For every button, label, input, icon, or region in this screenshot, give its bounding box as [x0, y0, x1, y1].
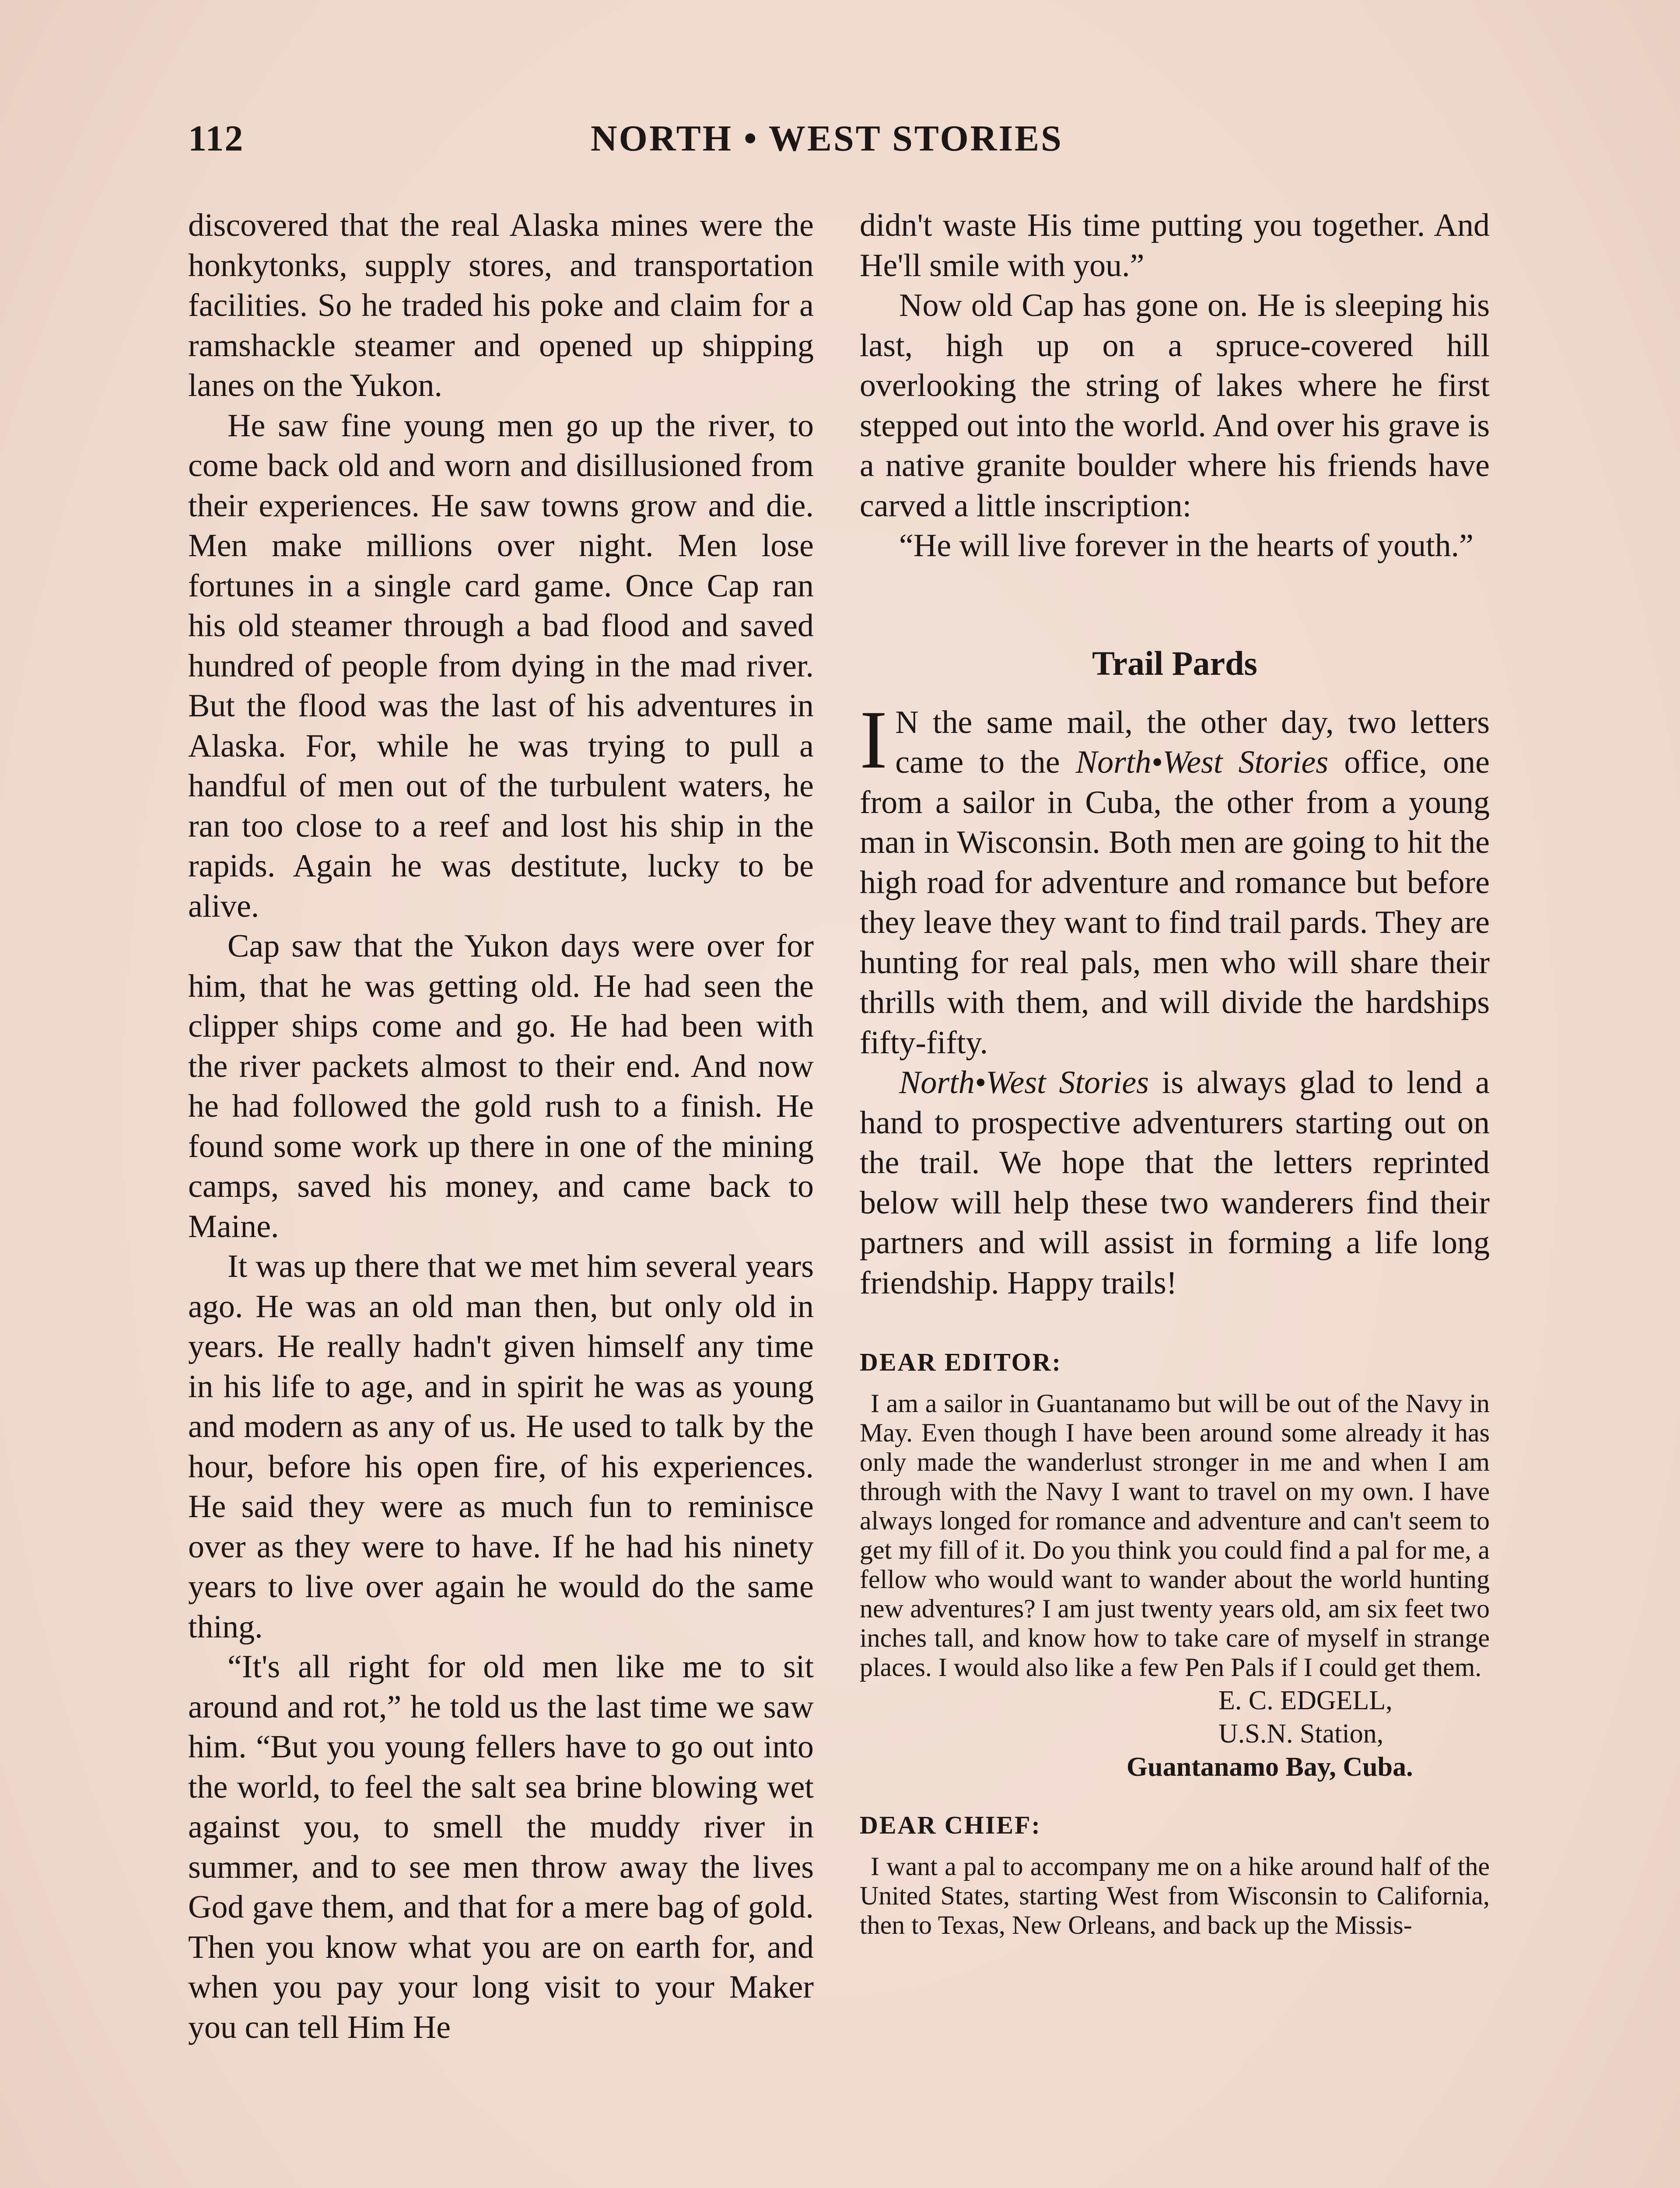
letter-body: I am a sailor in Guantanamo but will be out of the Navy in May. Even though I have been around some already it has only made the wanderlust stronger in me and when I am through with the Navy I want to travel on my own. I have always longed for romance and adventure and can't seem to get my fill of it. Do you think you could find a pal for me, a fellow who would want to wander about the world hunting new adventures? I am just twenty years old, am six feet two inches tall, and know how to take care of myself in strange places. I would also like a few Pen Pals if I could get them.	[860, 1389, 1490, 1682]
letter-body: I want a pal to accompany me on a hike around half of the United States, starting West from Wisconsin to California, then to Texas, New Orleans, and back up the Missis-	[860, 1852, 1490, 1939]
intro-text-end: office, one from a sailor in Cuba, the other from a young man in Wisconsin. Both men are going to hit the high road for adventure and romance but before they leave they want to find trail pards. They are hunting for real pals, men who will share their thrills with them, and will divide the hardships fifty-fifty.	[860, 744, 1490, 1061]
letter-salutation: DEAR CHIEF:	[860, 1811, 1041, 1839]
signature-address-line: U.S.N. Station,	[1218, 1719, 1384, 1749]
signature-name: E. C. EDGELL,	[1218, 1686, 1393, 1715]
paragraph: It was up there that we met him several years ago. He was an old man then, but only old in years. He really hadn't given himself any time in his life to age, and in spirit he was as young and modern as any of us. He used to talk by the hour, before his open fire, of his experiences. He said they were as much fun to reminisce over as they were to have. If he had his ninety years to live over again he would do the same thing.	[188, 1248, 814, 1645]
paragraph: “He will live forever in the hearts of youth.”	[899, 528, 1474, 564]
section-title: Trail Pards	[1092, 644, 1257, 682]
right-column	[860, 206, 1490, 1940]
paragraph: “It's all right for old men like me to sit around and rot,” he told us the last time we saw him. “But you young fellers have to go out into the world, to feel the salt sea brine blowing wet against you, to smell the muddy river in summer, and to see men throw away the lives God gave them, and that for a mere bag of gold. Then you know what you are on earth for, and when you pay your long visit to your Maker you can tell Him He	[188, 1649, 814, 2045]
page-number: 112	[188, 118, 244, 159]
paragraph-text: is always glad to lend a hand to prospective adventurers starting out on the trail. We hope that the letters reprinted below will help these two wanderers find their partners and will assist in forming a life long friendship. Happy trails!	[860, 1065, 1490, 1301]
paragraph	[860, 1063, 1490, 1303]
intro-text-start: N the same mail, the other day, two letters came to the	[895, 704, 1490, 780]
page-header	[188, 117, 1505, 170]
magazine-name-italic: North•West Stories	[1075, 744, 1329, 780]
paragraph: Now old Cap has gone on. He is sleeping his last, high up on a spruce-covered hill overlooking the string of lakes where he first stepped out into the world. And over his grave is a native granite boulder where his friends have carved a little inscription:	[860, 288, 1490, 524]
left-column	[188, 206, 814, 2048]
signature-address-line: Guantanamo Bay, Cuba.	[1127, 1752, 1413, 1782]
intro-paragraph	[860, 694, 1490, 1063]
magazine-name-italic: North•West Stories	[899, 1065, 1149, 1101]
paragraph: discovered that the real Alaska mines were the honkytonks, supply stores, and transportation facilities. So he traded his poke and claim for a ramshackle steamer and opened up shipping lanes on the Yukon.	[188, 207, 814, 403]
drop-cap: I	[860, 694, 888, 786]
magazine-title: NORTH • WEST STORIES	[591, 118, 1063, 159]
letter-signature	[860, 1684, 1490, 1784]
letter-salutation: DEAR EDITOR:	[860, 1348, 1062, 1376]
paragraph: He saw fine young men go up the river, to come back old and worn and disillusioned from their experiences. He saw towns grow and die. Men make millions over night. Men lose fortunes in a single card game. Once Cap ran his old steamer through a bad flood and saved hundred of people from dying in the mad river. But the flood was the last of his adventures in Alaska. For, while he was trying to pull a handful of men out of the turbulent waters, he ran too close to a reef and lost his ship in the rapids. Again he was destitute, lucky to be alive.	[188, 407, 814, 924]
paragraph: Cap saw that the Yukon days were over for him, that he was getting old. He had seen the clipper ships come and go. He had been with the river packets almost to their end. And now he had followed the gold rush to a finish. He found some work up there in one of the mining camps, saved his money, and came back to Maine.	[188, 928, 814, 1245]
paragraph: didn't waste His time putting you together. And He'll smile with you.”	[860, 207, 1490, 284]
